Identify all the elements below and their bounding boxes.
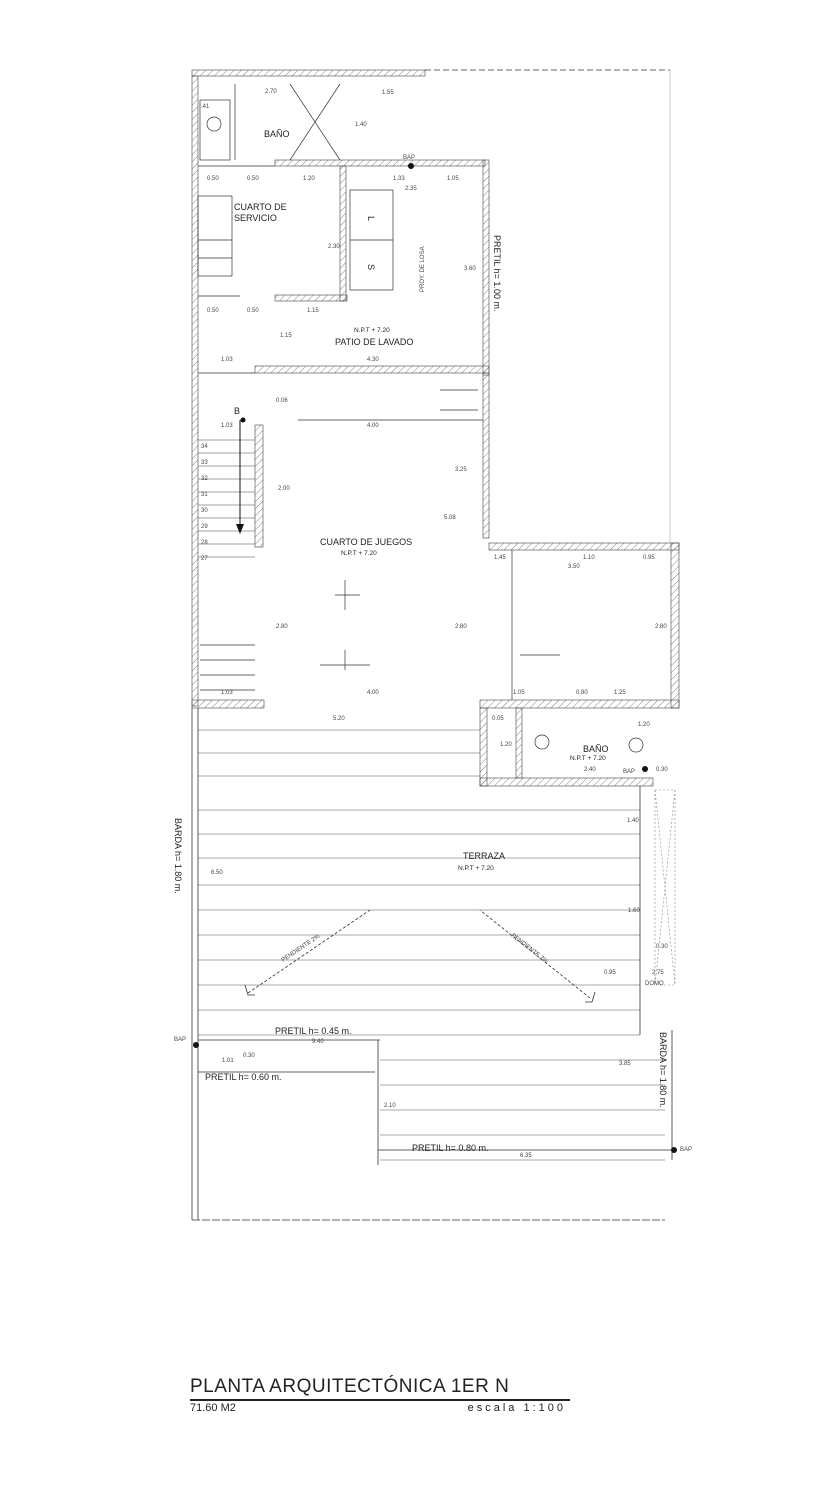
dimension-label: 33: [201, 460, 208, 466]
dimension-label: 1.20: [638, 722, 650, 728]
wall-juegos-ext-top: [489, 543, 679, 550]
bap-mid-label: BAP: [623, 769, 636, 775]
dimension-label: 0.06: [276, 398, 288, 404]
dimension-label: 6.50: [211, 870, 223, 876]
wall-juegos-inner-left: [255, 425, 263, 547]
dimension-label: 1.03: [221, 357, 233, 363]
dimension-label: 4.30: [367, 357, 379, 363]
dimension-label: 1.15: [280, 333, 292, 339]
wall-left-outer: [192, 76, 198, 706]
dimension-label: 0.50: [207, 176, 219, 182]
dimension-label: 1.20: [500, 742, 512, 748]
dimension-label: 2.00: [278, 486, 290, 492]
room-label-terraza: TERRAZA: [463, 851, 506, 861]
title-block: [190, 1376, 570, 1414]
dimension-label: .41: [201, 104, 210, 110]
dimension-label: 28: [201, 540, 208, 546]
level-patio: N.P.T + 7.20: [354, 327, 390, 334]
bap-bottom-label: BAP: [680, 1147, 693, 1153]
level-terraza: N.P.T + 7.20: [458, 865, 494, 872]
dimension-texts: [201, 89, 668, 1159]
dimension-label: 32: [201, 476, 208, 482]
dimension-label: 3.25: [455, 467, 467, 473]
dimension-label: 0.30: [656, 767, 668, 773]
terrace-boards: [198, 730, 665, 1160]
dimension-label: 1.40: [627, 818, 639, 824]
wall-servicio-bottom: [275, 295, 347, 301]
dimension-label: 4.00: [367, 423, 379, 429]
dimension-label: 0.05: [492, 716, 504, 722]
wall-floor-bottom-right: [480, 700, 679, 708]
room-label-bano-bottom: BAÑO: [583, 744, 609, 754]
dimension-label: 2.30: [328, 244, 340, 250]
pretil-right-label: PRETIL h= 1.00 m.: [492, 235, 502, 312]
wall-floor-bottom-left: [192, 700, 264, 708]
plan-title: PLANTA ARQUITECTÓNICA 1ER N: [190, 1376, 570, 1401]
dimension-label: 0.30: [243, 1053, 255, 1059]
pendiente-left-label: PENDIENTE 2%: [280, 933, 322, 964]
dimension-label: 0.95: [604, 970, 616, 976]
bap-markers: [193, 163, 677, 1153]
dimension-label: 9.40: [312, 1039, 324, 1045]
bap-left-label: BAP: [174, 1037, 187, 1043]
dimension-label: 1.05: [447, 176, 459, 182]
dimension-label: 2.35: [405, 186, 417, 192]
dimension-label: 3.85: [619, 1061, 631, 1067]
barda-left-label: BARDA h= 1.80 m.: [173, 818, 183, 894]
area-text: 71.60 M2: [190, 1402, 236, 1414]
dimension-label: 27: [201, 556, 208, 562]
room-label-bano-top: BAÑO: [264, 129, 290, 139]
dimension-label: 0.50: [247, 308, 259, 314]
dimension-label: 2.80: [655, 624, 667, 630]
sink-l-label: L: [366, 216, 376, 222]
dimension-label: 1.03: [221, 423, 233, 429]
wall-juegos-right: [483, 373, 489, 538]
dimension-label: 6.35: [520, 1153, 532, 1159]
dimension-label: 1.15: [307, 308, 319, 314]
level-juegos: N.P.T + 7.20: [341, 550, 377, 557]
dimension-label: 1.55: [382, 90, 394, 96]
dimension-label: 0.30: [656, 944, 668, 950]
dimension-label: 1.10: [583, 555, 595, 561]
room-label-patio: PATIO DE LAVADO: [335, 337, 414, 347]
pretil-060-label: PRETIL h= 0.60 m.: [205, 1072, 282, 1082]
stair-direction-arrow: [236, 420, 244, 534]
domo-label: DOMO: [645, 981, 664, 987]
domo-outline: [655, 790, 675, 985]
dimension-label: 1.40: [355, 122, 367, 128]
room-label-servicio-2: SERVICIO: [234, 213, 277, 223]
wall-juegos-ext-right: [671, 543, 679, 708]
pretil-080-label: PRETIL h= 0.80 m.: [412, 1143, 489, 1153]
wall-servicio-right: [340, 166, 346, 301]
dimension-label: 0.80: [576, 690, 588, 696]
sink-s-label: S: [366, 264, 376, 271]
pendiente-right-label: PENDIENTE 2%: [509, 932, 549, 966]
dimension-label: 2.80: [276, 624, 288, 630]
dimension-label: 29: [201, 524, 208, 530]
wall-bano-bottom-base: [480, 778, 653, 786]
dimension-label: 5.08: [444, 515, 456, 521]
dimension-label: 5.20: [333, 716, 345, 722]
walls: [192, 70, 679, 786]
dimension-label: 0.50: [247, 176, 259, 182]
dimension-label: 3.50: [568, 564, 580, 570]
cut-b-label: B: [234, 406, 241, 416]
dimension-label: 1.01: [222, 1058, 234, 1064]
dimension-label: 0.50: [207, 308, 219, 314]
dimension-label: 34: [201, 444, 208, 450]
proy-losa-label: PROY. DE LOSA: [420, 246, 426, 292]
wall-right-upper: [483, 160, 489, 375]
room-label-servicio-1: CUARTO DE: [234, 202, 287, 212]
pretil-045-label: PRETIL h= 0.45 m.: [275, 1026, 352, 1036]
wall-patio-bottom: [255, 366, 489, 373]
room-label-juegos: CUARTO DE JUEGOS: [320, 537, 413, 547]
dimension-label: 30: [201, 508, 208, 514]
dimension-label: 1.60: [628, 908, 640, 914]
dimension-label: 1.33: [393, 176, 405, 182]
wall-top-edge: [192, 70, 425, 76]
barda-right-label: BARDA h= 1.80 m.: [658, 1032, 668, 1108]
wall-bano-top-bottom: [275, 160, 485, 166]
outlines: [198, 70, 670, 752]
dimension-label: 2.70: [265, 89, 277, 95]
wall-bano-bottom-divider: [516, 708, 522, 778]
dimension-label: 4.00: [367, 690, 379, 696]
dimension-label: 2.80: [455, 624, 467, 630]
dimension-label: 0.95: [643, 555, 655, 561]
dimension-label: 1.03: [221, 690, 233, 696]
dimension-label: 1.20: [303, 176, 315, 182]
dimension-label: 2.10: [384, 1103, 396, 1109]
dimension-label: 31: [201, 492, 208, 498]
dimension-label: 1.45: [494, 555, 506, 561]
scale-text: escala 1:100: [467, 1402, 566, 1414]
dimension-label: 1.25: [614, 690, 626, 696]
bap-top-label: BAP: [403, 155, 416, 161]
dimension-label: 3.60: [464, 266, 476, 272]
level-bano-bottom: N.P.T + 7.20: [570, 755, 606, 762]
wall-bano-bottom-left: [480, 708, 487, 786]
dimension-label: 2.40: [584, 767, 596, 773]
dimension-label: 1.05: [513, 690, 525, 696]
dimension-label: 2.75: [652, 970, 664, 976]
